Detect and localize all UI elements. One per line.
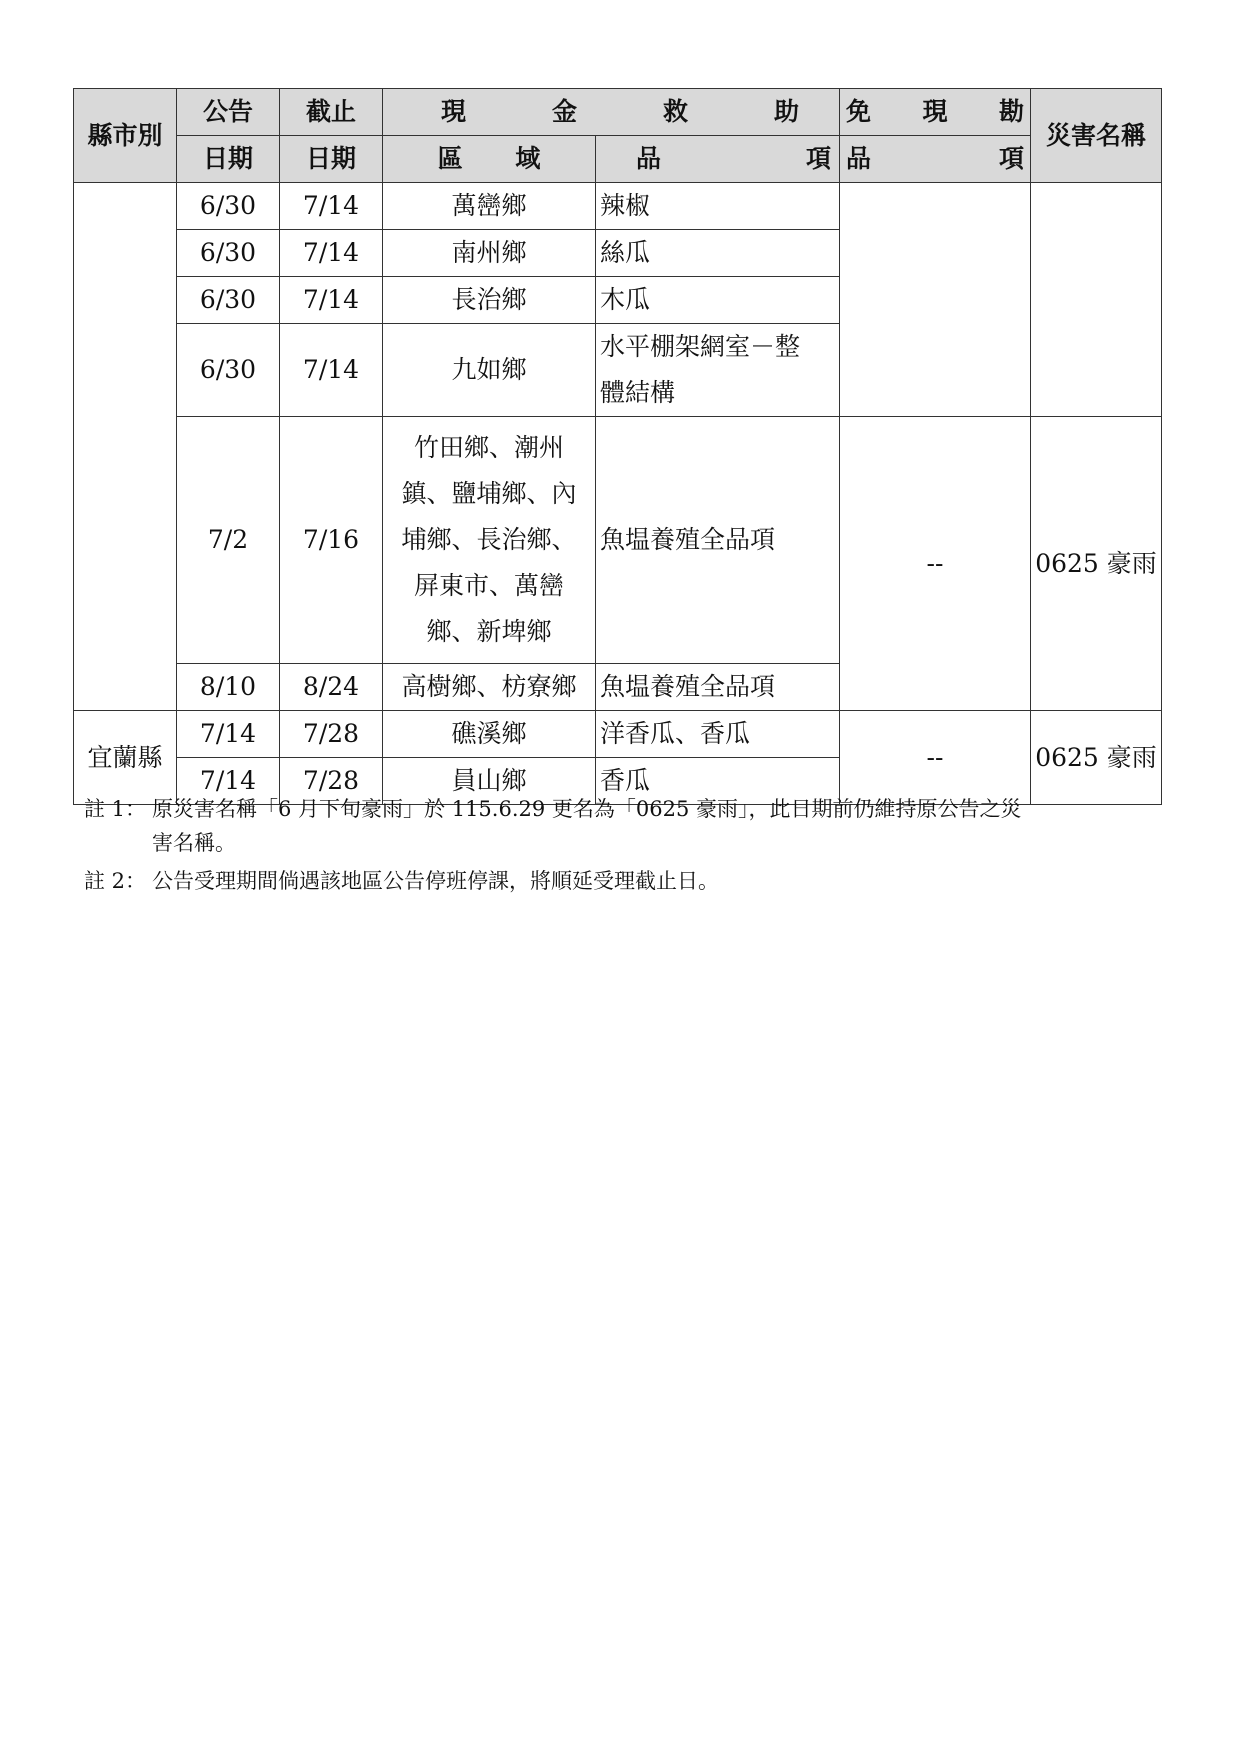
header-deadline-1: 截止 [280, 89, 383, 136]
item-cell: 魚塭養殖全品項 [596, 664, 840, 711]
table-row [74, 711, 1162, 758]
region-cell: 高樹鄉、枋寮鄉 [383, 664, 596, 711]
header-county: 縣市別 [74, 89, 177, 183]
deadline-date: 7/14 [280, 277, 383, 324]
note-1 [84, 792, 1144, 860]
county-cell-yilan: 宜蘭縣 [74, 711, 177, 805]
deadline-date: 7/16 [280, 417, 383, 664]
region-cell: 長治鄉 [383, 277, 596, 324]
region-line: 埔鄉、長治鄉、 [401, 525, 577, 554]
header-cash-aid-3: 救 [662, 97, 688, 126]
disaster-cell-blank [1031, 183, 1162, 417]
announce-date: 7/14 [177, 711, 280, 758]
region-cell: 九如鄉 [383, 324, 596, 417]
item-line-1: 水平棚架網室－整 [600, 332, 801, 361]
region-cell [383, 417, 596, 664]
item-cell: 木瓜 [596, 277, 840, 324]
header-announce-1: 公告 [177, 89, 280, 136]
deadline-date: 7/14 [280, 183, 383, 230]
deadline-date: 7/14 [280, 324, 383, 417]
header-cash-aid-4: 助 [773, 97, 799, 126]
exempt-cell: -- [840, 417, 1031, 711]
table-row [74, 183, 1162, 230]
item-cell: 辣椒 [596, 183, 840, 230]
announce-date: 7/14 [177, 758, 280, 805]
header-item-1: 品 [636, 144, 662, 173]
deadline-date: 7/14 [280, 230, 383, 277]
deadline-date: 7/28 [280, 758, 383, 805]
note-2 [84, 864, 1144, 898]
disaster-cell: 0625 豪雨 [1031, 417, 1162, 711]
header-item [596, 136, 840, 183]
region-cell: 南州鄉 [383, 230, 596, 277]
header-disaster: 災害名稱 [1031, 89, 1162, 183]
note-1-text-line2: 害名稱。 [152, 831, 236, 855]
note-2-text-line1: 公告受理期間倘遇該地區公告停班停課，將順延受理截止日。 [152, 869, 719, 893]
item-cell: 絲瓜 [596, 230, 840, 277]
header-exempt-2 [840, 136, 1031, 183]
table-row [74, 417, 1162, 664]
item-line-2: 體結構 [600, 378, 676, 407]
header-exempt-1 [840, 89, 1031, 136]
county-cell-pingtung [74, 183, 177, 711]
header-cash-aid-2: 金 [551, 97, 577, 126]
note-2-label: 註 2： [84, 869, 147, 893]
region-line: 竹田鄉、潮州 [413, 433, 564, 462]
deadline-date: 7/28 [280, 711, 383, 758]
header-exempt-2a: 品 [846, 144, 872, 173]
header-cash-aid [383, 89, 840, 136]
item-cell: 魚塭養殖全品項 [596, 417, 840, 664]
header-item-2: 項 [805, 144, 831, 173]
announce-date: 6/30 [177, 277, 280, 324]
exempt-cell-blank [840, 183, 1031, 417]
region-cell: 礁溪鄉 [383, 711, 596, 758]
announce-date: 6/30 [177, 183, 280, 230]
region-line: 鄉、新埤鄉 [426, 617, 552, 646]
region-line: 屏東市、萬巒 [413, 571, 564, 600]
header-announce-2: 日期 [177, 136, 280, 183]
relief-table [73, 88, 1162, 805]
region-cell: 員山鄉 [383, 758, 596, 805]
header-exempt-1b: 現 [922, 97, 948, 126]
header-cash-aid-1: 現 [441, 97, 467, 126]
header-deadline-2: 日期 [280, 136, 383, 183]
deadline-date: 8/24 [280, 664, 383, 711]
relief-table-container [73, 88, 1161, 805]
note-1-label: 註 1： [84, 797, 147, 821]
header-exempt-2b: 項 [998, 144, 1024, 173]
header-exempt-1a: 免 [846, 97, 872, 126]
item-cell: 香瓜 [596, 758, 840, 805]
item-cell [596, 324, 840, 417]
note-1-text-line1: 原災害名稱「6 月下旬豪雨」於 115.6.29 更名為「0625 豪雨」，此日期前仍維持原公告之災 [152, 797, 1022, 821]
announce-date: 8/10 [177, 664, 280, 711]
notes-section [84, 792, 1144, 898]
announce-date: 6/30 [177, 324, 280, 417]
region-line: 鎮、鹽埔鄉、內 [401, 479, 577, 508]
header-region: 區 域 [383, 136, 596, 183]
header-exempt-1c: 勘 [998, 97, 1024, 126]
item-cell: 洋香瓜、香瓜 [596, 711, 840, 758]
region-cell: 萬巒鄉 [383, 183, 596, 230]
exempt-cell: -- [840, 711, 1031, 805]
announce-date: 6/30 [177, 230, 280, 277]
disaster-cell: 0625 豪雨 [1031, 711, 1162, 805]
announce-date: 7/2 [177, 417, 280, 664]
